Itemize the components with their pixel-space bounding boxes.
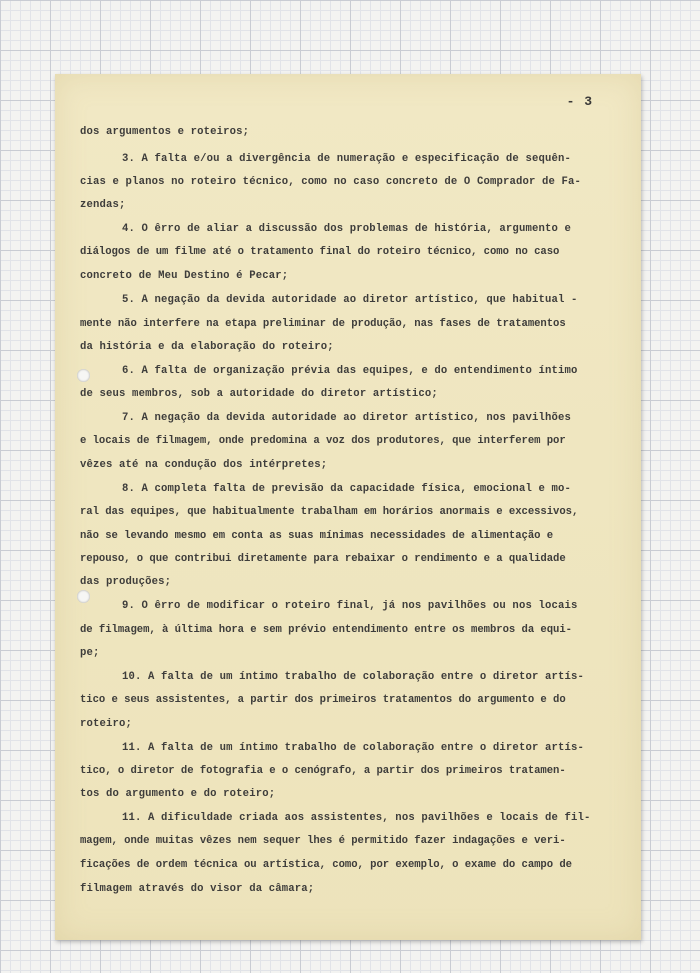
item-7-line: 7. A negação da devida autoridade ao diretor artístico, nos pavilhões bbox=[122, 412, 572, 424]
document-page bbox=[55, 74, 641, 940]
text-line: de filmagem, à última hora e sem prévio entendimento entre os membros da equi- bbox=[80, 624, 572, 636]
text-line: roteiro; bbox=[80, 718, 133, 730]
text-line: tico e seus assistentes, a partir dos primeiros tratamentos do argumento e do bbox=[80, 694, 566, 706]
item-6-line: 6. A falta de organização prévia das equipes, e do entendimento íntimo bbox=[122, 365, 578, 377]
text-line: diálogos de um filme até o tratamento final do roteiro técnico, como no caso bbox=[80, 246, 560, 258]
item-4-line: 4. O êrro de aliar a discussão dos problemas de história, argumento e bbox=[122, 223, 572, 235]
text-line: da história e da elaboração do roteiro; bbox=[80, 341, 334, 353]
text-line: pe; bbox=[80, 647, 100, 659]
text-line: ral das equipes, que habitualmente trabalham em horários anormais e excessivos, bbox=[80, 506, 579, 518]
text-line: concreto de Meu Destino é Pecar; bbox=[80, 270, 289, 282]
text-line: zendas; bbox=[80, 199, 126, 211]
text-line: ficações de ordem técnica ou artística, como, por exemplo, o exame do campo de bbox=[80, 859, 572, 871]
item-10-line: 10. A falta de um íntimo trabalho de colaboração entre o diretor artís- bbox=[122, 671, 585, 683]
text-line: das produções; bbox=[80, 576, 172, 588]
item-3-line: 3. A falta e/ou a divergência de numeração e especificação de sequên- bbox=[122, 153, 572, 165]
text-line: repouso, o que contribui diretamente para rebaixar o rendimento e a qualidade bbox=[80, 553, 566, 565]
text-line: vêzes até na condução dos intérpretes; bbox=[80, 459, 328, 471]
item-11-line: 11. A falta de um íntimo trabalho de colaboração entre o diretor artís- bbox=[122, 742, 585, 754]
punch-hole bbox=[77, 369, 90, 382]
text-line: não se levando mesmo em conta as suas mínimas necessidades de alimentação e bbox=[80, 530, 554, 542]
page-number: - 3 bbox=[566, 94, 593, 109]
punch-hole bbox=[77, 590, 90, 603]
item-9-line: 9. O êrro de modificar o roteiro final, já nos pavilhões ou nos locais bbox=[122, 600, 578, 612]
text-line: magem, onde muitas vêzes nem sequer lhes é permitido fazer indagações e veri- bbox=[80, 835, 566, 847]
item-8-line: 8. A completa falta de previsão da capacidade física, emocional e mo- bbox=[122, 483, 572, 495]
text-line: cias e planos no roteiro técnico, como no caso concreto de O Comprador de Fa- bbox=[80, 176, 582, 188]
item-11b-line: 11. A dificuldade criada aos assistentes, nos pavilhões e locais de fil- bbox=[122, 812, 591, 824]
text-line: de seus membros, sob a autoridade do diretor artístico; bbox=[80, 388, 438, 400]
item-5-line: 5. A negação da devida autoridade ao diretor artístico, que habitual - bbox=[122, 294, 578, 306]
text-line: dos argumentos e roteiros; bbox=[80, 126, 250, 138]
text-line: tos do argumento e do roteiro; bbox=[80, 788, 276, 800]
text-line: e locais de filmagem, onde predomina a voz dos produtores, que interferem por bbox=[80, 435, 566, 447]
text-line: tico, o diretor de fotografia e o cenógrafo, a partir dos primeiros tratamen- bbox=[80, 765, 566, 777]
text-line: mente não interfere na etapa preliminar de produção, nas fases de tratamentos bbox=[80, 318, 566, 330]
text-line: filmagem através do visor da câmara; bbox=[80, 883, 315, 895]
